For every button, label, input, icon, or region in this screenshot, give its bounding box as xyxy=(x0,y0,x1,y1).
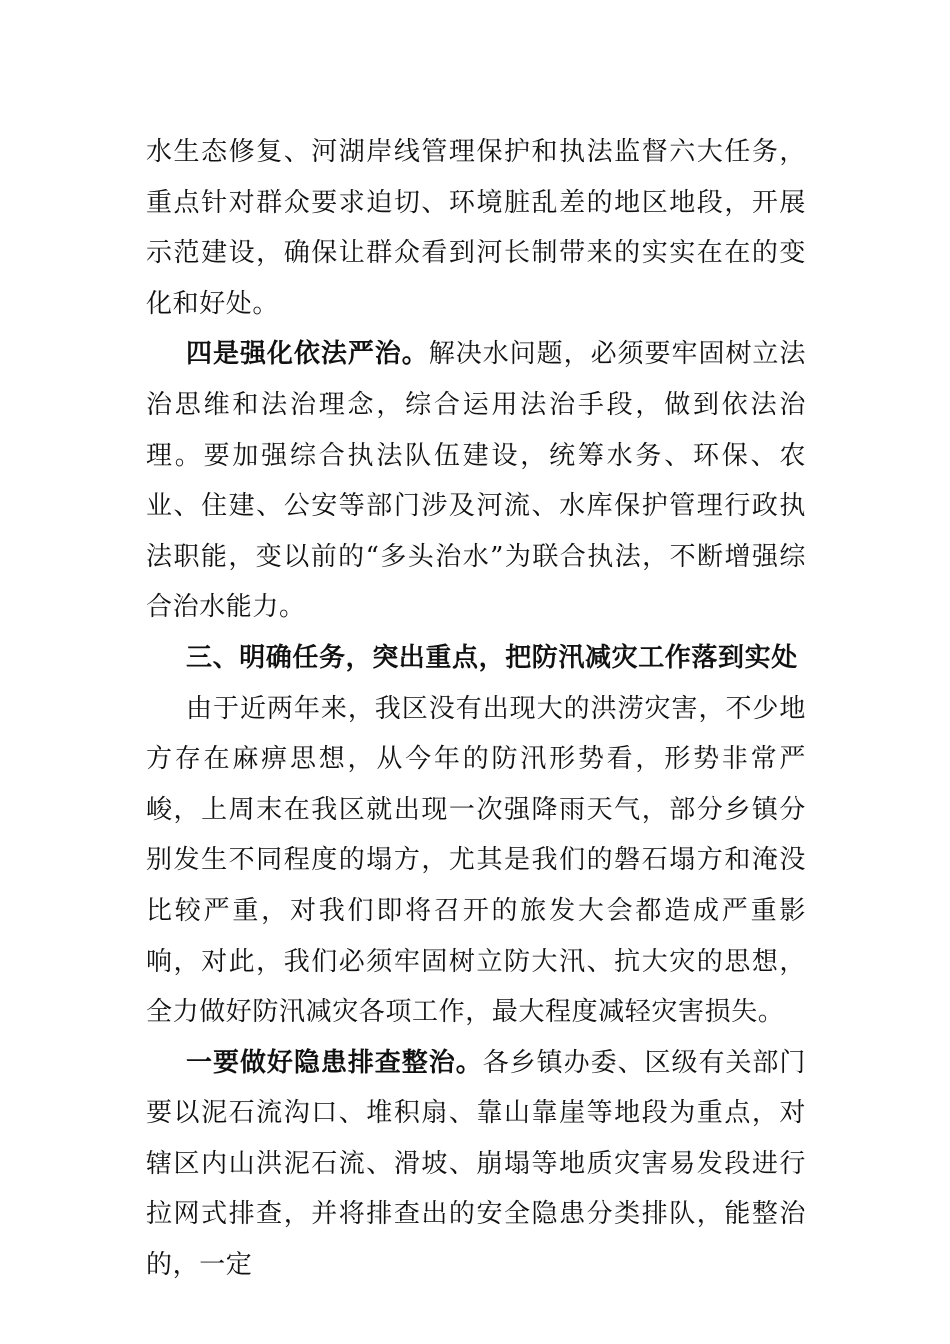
paragraph-text: 各乡镇办委、区级有关部门要以泥石流沟口、堆积扇、靠山靠崖等地段为重点，对辖区内山洪泥石流、滑坡、崩塌等地质灾害易发段进行拉网式排查，并将排查出的安全隐患分类排队，能整治的，一定 xyxy=(146,1047,806,1281)
paragraph-text: 由于近两年来，我区没有出现大的洪涝灾害，不少地方存在麻痹思想，从今年的防汛形势看，形势非常严峻，上周末在我区就出现一次强降雨天气，部分乡镇分别发生不同程度的塌方，尤其是我们的磐石塌方和淹没比较严重，对我们即将召开的旅发大会都造成严重影响，对此，我们必须牢固树立防大汛、抗大灾的思想，全力做好防汛减灾各项工作，最大程度减轻灾害损失。 xyxy=(146,693,806,1028)
paragraph-text: 解决水问题，必须要牢固树立法治思维和法治理念，综合运用法治手段，做到依法治理。要加强综合执法队伍建设，统筹水务、环保、农业、住建、公安等部门涉及河流、水库保护管理行政执法职能，变以前的“多头治水”为联合执法，不断增强综合治水能力。 xyxy=(146,339,806,623)
document-body xyxy=(146,127,806,1291)
paragraph-lead: 一要做好隐患排查整治。 xyxy=(186,1047,483,1078)
paragraph-rule-of-law xyxy=(146,329,806,633)
paragraph-text: 水生态修复、河湖岸线管理保护和执法监督六大任务，重点针对群众要求迫切、环境脏乱差的地区地段，开展示范建设，确保让群众看到河长制带来的实实在在的变化和好处。 xyxy=(146,137,806,319)
paragraph-flood-situation xyxy=(146,684,806,1038)
section-heading-flood-control: 三、明确任务，突出重点，把防汛减灾工作落到实处 xyxy=(186,642,798,673)
paragraph-hazard-inspection xyxy=(146,1038,806,1291)
paragraph-lead: 四是强化依法严治。 xyxy=(186,339,429,370)
paragraph-river-chief-tasks xyxy=(146,127,806,329)
